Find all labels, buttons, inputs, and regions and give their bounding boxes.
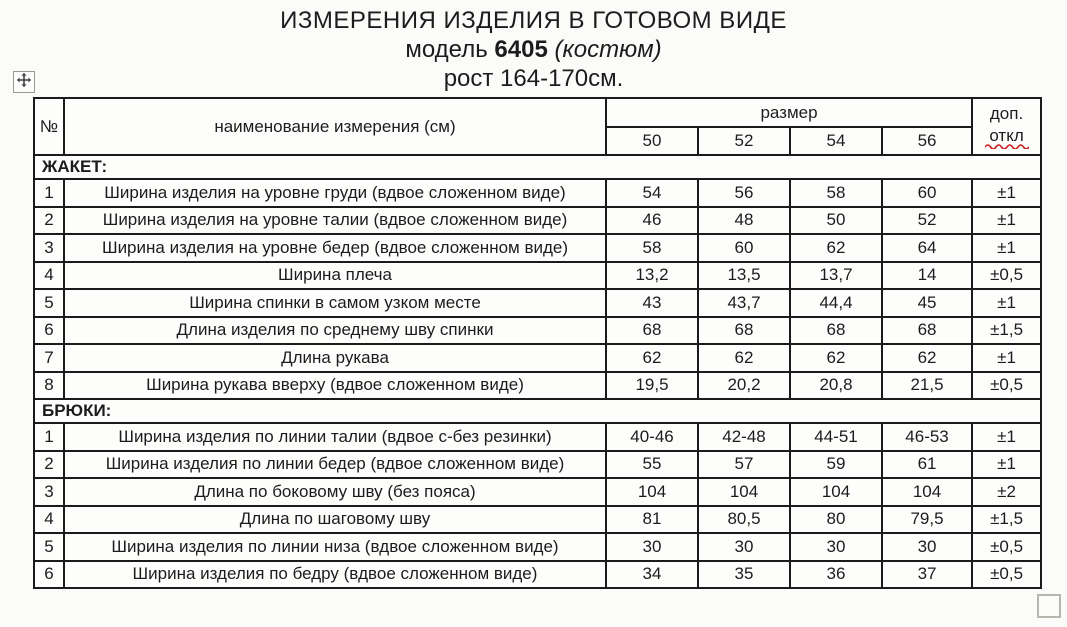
- value-size-56: 79,5: [882, 506, 972, 534]
- table-row: [34, 506, 1041, 534]
- page-title: ИЗМЕРЕНИЯ ИЗДЕЛИЯ В ГОТОВОМ ВИДЕ: [280, 7, 787, 34]
- value-size-56: 64: [882, 234, 972, 262]
- tolerance-value: ±0,5: [972, 561, 1041, 589]
- tolerance-value: ±1: [972, 179, 1041, 207]
- measurement-name: Ширина изделия по линии талии (вдвое с-без резинки): [64, 423, 606, 451]
- value-size-52: 13,5: [698, 262, 790, 290]
- measurement-name: Ширина изделия по линии низа (вдвое сложенном виде): [64, 533, 606, 561]
- value-size-50: 81: [606, 506, 698, 534]
- table-row: [34, 179, 1041, 207]
- table-row: [34, 344, 1041, 372]
- row-number: 1: [34, 423, 64, 451]
- measurement-name: Ширина изделия по линии бедер (вдвое сложенном виде): [64, 451, 606, 479]
- measurement-name: Ширина плеча: [64, 262, 606, 290]
- tolerance-value: ±1: [972, 344, 1041, 372]
- model-type: (костюм): [547, 36, 662, 63]
- table-row: [34, 234, 1041, 262]
- value-size-54: 80: [790, 506, 882, 534]
- value-size-56: 68: [882, 317, 972, 345]
- table-row: [34, 478, 1041, 506]
- value-size-52: 20,2: [698, 372, 790, 400]
- size-col-56: 56: [882, 127, 972, 155]
- value-size-50: 30: [606, 533, 698, 561]
- value-size-56: 52: [882, 207, 972, 235]
- table-row: [34, 451, 1041, 479]
- row-number: 4: [34, 506, 64, 534]
- value-size-54: 50: [790, 207, 882, 235]
- value-size-52: 48: [698, 207, 790, 235]
- measurement-name: Длина рукава: [64, 344, 606, 372]
- model-label: модель: [405, 36, 495, 63]
- value-size-56: 14: [882, 262, 972, 290]
- value-size-56: 46-53: [882, 423, 972, 451]
- value-size-52: 42-48: [698, 423, 790, 451]
- tolerance-value: ±1,5: [972, 506, 1041, 534]
- value-size-54: 58: [790, 179, 882, 207]
- measurement-name: Ширина изделия по бедру (вдвое сложенном виде): [64, 561, 606, 589]
- row-number: 1: [34, 179, 64, 207]
- row-number: 2: [34, 207, 64, 235]
- value-size-54: 44,4: [790, 289, 882, 317]
- value-size-50: 54: [606, 179, 698, 207]
- row-number: 4: [34, 262, 64, 290]
- tolerance-value: ±1,5: [972, 317, 1041, 345]
- tolerance-value: ±0,5: [972, 372, 1041, 400]
- measurement-name: Ширина рукава вверху (вдвое сложенном виде): [64, 372, 606, 400]
- measurement-name: Длина по шаговому шву: [64, 506, 606, 534]
- table-move-handle[interactable]: [13, 71, 35, 93]
- value-size-50: 34: [606, 561, 698, 589]
- measurements-table: [33, 97, 1042, 589]
- model-number: 6405: [494, 36, 548, 63]
- height-range-line: рост 164-170см.: [443, 65, 624, 92]
- table-row: [34, 561, 1041, 589]
- value-size-52: 35: [698, 561, 790, 589]
- value-size-52: 80,5: [698, 506, 790, 534]
- value-size-56: 60: [882, 179, 972, 207]
- header-number: №: [34, 98, 64, 155]
- row-number: 6: [34, 317, 64, 345]
- row-number: 8: [34, 372, 64, 400]
- tolerance-value: ±1: [972, 451, 1041, 479]
- table-row: [34, 533, 1041, 561]
- measurement-name: Ширина изделия на уровне бедер (вдвое сложенном виде): [64, 234, 606, 262]
- table-row: [34, 207, 1041, 235]
- header-size-group: размер: [606, 98, 972, 127]
- value-size-50: 62: [606, 344, 698, 372]
- size-col-54: 54: [790, 127, 882, 155]
- table-resize-handle[interactable]: [1037, 594, 1061, 618]
- value-size-50: 19,5: [606, 372, 698, 400]
- section-label: ЖАКЕТ:: [34, 155, 1041, 179]
- value-size-56: 21,5: [882, 372, 972, 400]
- value-size-52: 30: [698, 533, 790, 561]
- tolerance-value: ±1: [972, 289, 1041, 317]
- value-size-50: 68: [606, 317, 698, 345]
- tolerance-value: ±2: [972, 478, 1041, 506]
- size-col-50: 50: [606, 127, 698, 155]
- value-size-56: 45: [882, 289, 972, 317]
- model-line: [0, 35, 1067, 64]
- measurement-name: Длина по боковому шву (без пояса): [64, 478, 606, 506]
- value-size-56: 30: [882, 533, 972, 561]
- row-number: 3: [34, 234, 64, 262]
- value-size-50: 40-46: [606, 423, 698, 451]
- value-size-54: 36: [790, 561, 882, 589]
- value-size-56: 62: [882, 344, 972, 372]
- value-size-54: 104: [790, 478, 882, 506]
- tolerance-value: ±1: [972, 207, 1041, 235]
- measurement-name: Длина изделия по среднему шву спинки: [64, 317, 606, 345]
- value-size-56: 61: [882, 451, 972, 479]
- value-size-52: 57: [698, 451, 790, 479]
- size-col-52: 52: [698, 127, 790, 155]
- header-tolerance-line1: доп.: [989, 104, 1024, 123]
- value-size-50: 104: [606, 478, 698, 506]
- tolerance-value: ±1: [972, 234, 1041, 262]
- section-label: БРЮКИ:: [34, 399, 1041, 423]
- measurement-name: Ширина изделия на уровне талии (вдвое сложенном виде): [64, 207, 606, 235]
- value-size-56: 37: [882, 561, 972, 589]
- table-row: [34, 372, 1041, 400]
- value-size-50: 55: [606, 451, 698, 479]
- value-size-50: 58: [606, 234, 698, 262]
- tolerance-value: ±0,5: [972, 533, 1041, 561]
- table-row: [34, 262, 1041, 290]
- value-size-54: 62: [790, 344, 882, 372]
- document-title-block: [0, 6, 1067, 93]
- header-tolerance-line2: откл: [989, 126, 1024, 145]
- table-row: [34, 317, 1041, 345]
- table-row: [34, 423, 1041, 451]
- value-size-52: 68: [698, 317, 790, 345]
- value-size-56: 104: [882, 478, 972, 506]
- value-size-54: 62: [790, 234, 882, 262]
- measurement-name: Ширина спинки в самом узком месте: [64, 289, 606, 317]
- value-size-54: 20,8: [790, 372, 882, 400]
- row-number: 5: [34, 533, 64, 561]
- row-number: 3: [34, 478, 64, 506]
- table-row: [34, 289, 1041, 317]
- value-size-54: 44-51: [790, 423, 882, 451]
- move-cross-icon: [16, 72, 32, 93]
- tolerance-value: ±1: [972, 423, 1041, 451]
- value-size-54: 13,7: [790, 262, 882, 290]
- tolerance-value: ±0,5: [972, 262, 1041, 290]
- section-row-trousers: [34, 399, 1041, 423]
- value-size-50: 13,2: [606, 262, 698, 290]
- value-size-50: 43: [606, 289, 698, 317]
- measurement-name: Ширина изделия на уровне груди (вдвое сложенном виде): [64, 179, 606, 207]
- value-size-52: 62: [698, 344, 790, 372]
- row-number: 6: [34, 561, 64, 589]
- value-size-52: 43,7: [698, 289, 790, 317]
- row-number: 5: [34, 289, 64, 317]
- row-number: 2: [34, 451, 64, 479]
- header-tolerance: [972, 98, 1041, 155]
- row-number: 7: [34, 344, 64, 372]
- value-size-54: 59: [790, 451, 882, 479]
- header-measurement-name: наименование измерения (см): [64, 98, 606, 155]
- value-size-52: 104: [698, 478, 790, 506]
- value-size-52: 60: [698, 234, 790, 262]
- value-size-54: 30: [790, 533, 882, 561]
- value-size-50: 46: [606, 207, 698, 235]
- section-row-jacket: [34, 155, 1041, 179]
- value-size-52: 56: [698, 179, 790, 207]
- value-size-54: 68: [790, 317, 882, 345]
